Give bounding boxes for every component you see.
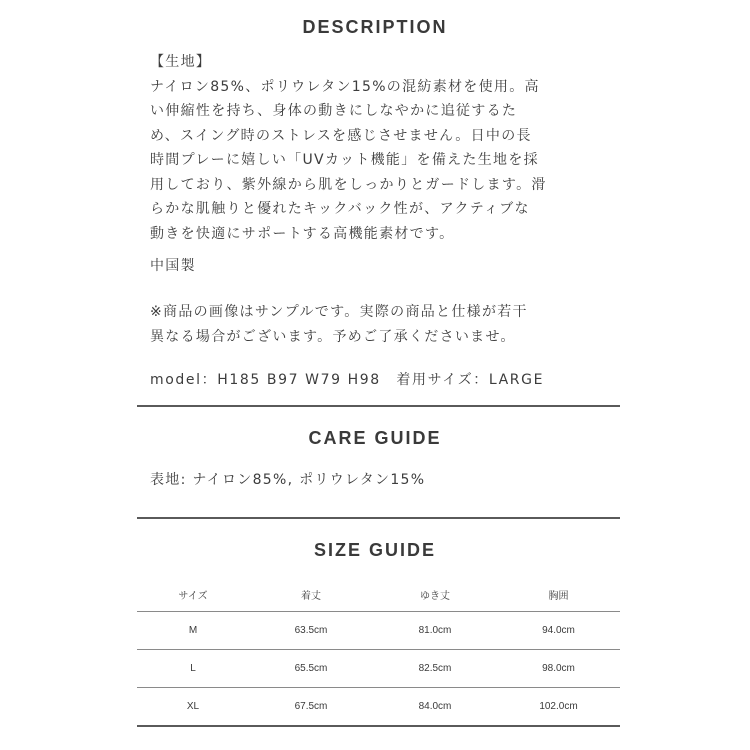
- chest-cell: 102.0cm: [497, 688, 620, 727]
- notice-line: 異なる場合がございます。予めご了承くださいませ。: [150, 328, 516, 345]
- size-cell: XL: [137, 688, 249, 727]
- description-line: 用しており、紫外線から肌をしっかりとガードします。滑: [150, 176, 547, 193]
- chest-cell: 94.0cm: [497, 612, 620, 650]
- table-row: [137, 650, 620, 688]
- sleeve-header-cell: ゆき丈: [373, 577, 497, 612]
- sleeve-cell: 84.0cm: [373, 688, 497, 727]
- country-of-origin: 中国製: [150, 258, 196, 274]
- image-notice: [150, 300, 620, 349]
- size-header-cell: サイズ: [137, 577, 249, 612]
- size-table-header-row: [137, 577, 620, 612]
- size-cell: M: [137, 612, 249, 650]
- description-line: 時間プレーに嬉しい「UVカット機能」を備えた生地を採: [150, 152, 539, 168]
- description-line: め、スイング時のストレスを感じさせません。日中の長: [150, 127, 532, 144]
- size-guide-heading: SIZE GUIDE: [313, 540, 436, 560]
- care-guide-heading: CARE GUIDE: [308, 428, 442, 448]
- description-heading: DESCRIPTION: [302, 17, 448, 37]
- description-line: 動きを快適にサポートする高機能素材です。: [150, 225, 455, 242]
- chest-cell: 98.0cm: [497, 650, 620, 688]
- length-cell: 67.5cm: [249, 688, 373, 727]
- description-line: ナイロン85%、ポリウレタン15%の混紡素材を使用。高: [150, 78, 540, 95]
- description-text: [150, 50, 620, 246]
- size-cell: L: [137, 650, 249, 688]
- care-guide-text: 表地: ナイロン85%, ポリウレタン15%: [150, 472, 426, 488]
- length-cell: 65.5cm: [249, 650, 373, 688]
- table-row: [137, 612, 620, 650]
- chest-header-cell: 胸囲: [497, 577, 620, 612]
- section-divider: [137, 405, 620, 407]
- description-line: 【生地】: [150, 54, 212, 70]
- size-table: [137, 577, 620, 727]
- description-line: らかな肌触りと優れたキックバック性が、アクティブな: [150, 201, 530, 217]
- section-divider: [137, 517, 620, 519]
- model-info: model：H185 B97 W79 H98 着用サイズ：LARGE: [150, 372, 545, 388]
- description-line: い伸縮性を持ち、身体の動きにしなやかに追従するた: [150, 103, 518, 119]
- length-cell: 63.5cm: [249, 612, 373, 650]
- length-header-cell: 着丈: [249, 577, 373, 612]
- table-row: [137, 688, 620, 727]
- sleeve-cell: 82.5cm: [373, 650, 497, 688]
- notice-line: ※商品の画像はサンプルです。実際の商品と仕様が若干: [150, 304, 528, 320]
- sleeve-cell: 81.0cm: [373, 612, 497, 650]
